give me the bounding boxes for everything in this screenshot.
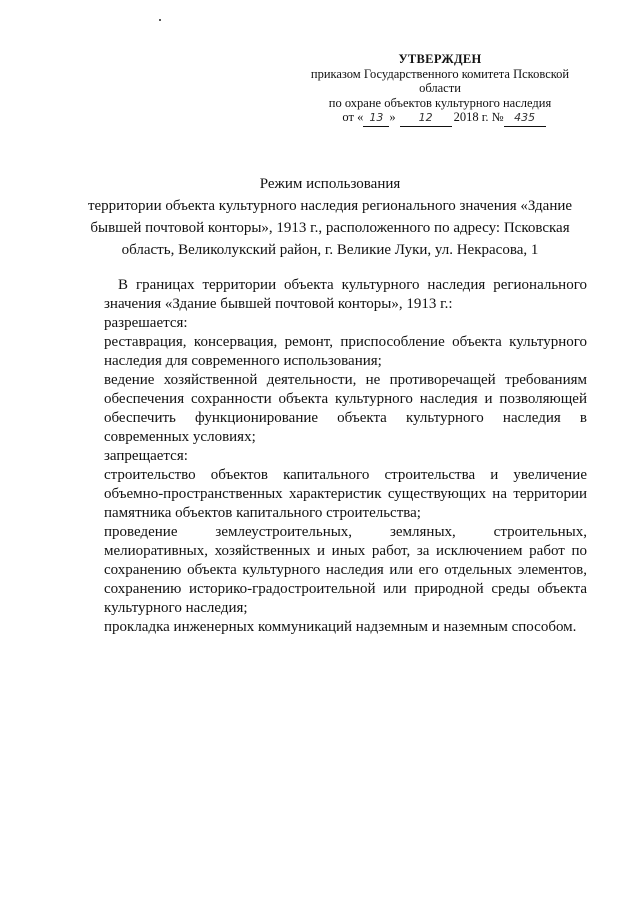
approval-stamp bbox=[290, 52, 590, 127]
approval-line-2: по охране объектов культурного наследия bbox=[328, 95, 552, 110]
title-line-3: бывшей почтовой конторы», 1913 г., расположенного по адресу: Псковская bbox=[90, 220, 570, 236]
title-line-2: территории объекта культурного наследия регионального значения «Здание bbox=[87, 198, 573, 214]
approval-day: 13 bbox=[363, 111, 389, 127]
forbidden-item: прокладка инженерных коммуникаций надземным и наземным способом. bbox=[104, 619, 577, 635]
allowed-heading: разрешается: bbox=[104, 315, 188, 331]
approval-number: 435 bbox=[504, 111, 546, 127]
forbidden-heading: запрещается: bbox=[104, 448, 188, 464]
title-line-4: область, Великолукский район, г. Великие Луки, ул. Некрасова, 1 bbox=[121, 242, 539, 258]
document-title bbox=[60, 173, 600, 261]
date-prefix: от « bbox=[342, 110, 364, 124]
allowed-item: ведение хозяйственной деятельности, не противоречащей требованиям обеспечения сохранности объекта культурного наследия и позволяющей обеспечить функционирование объекта культурного наследия в современных условиях; bbox=[104, 372, 587, 445]
approval-month: 12 bbox=[400, 111, 452, 127]
approval-header: УТВЕРЖДЕН bbox=[398, 52, 482, 66]
date-mid: » bbox=[389, 110, 396, 124]
date-year-text: 2018 г. № bbox=[453, 110, 504, 124]
intro-paragraph: В границах территории объекта культурного наследия регионального значения «Здание бывшей почтовой конторы», 1913 г.: bbox=[104, 277, 587, 312]
forbidden-item: проведение землеустроительных, земляных, строительных, мелиоративных, хозяйственных и иных работ, за исключением работ по сохранению объекта культурного наследия или его отдельных элементов, сохранению историко-градостроительной или природной среды объекта культурного наследия; bbox=[104, 524, 587, 616]
approval-date-line bbox=[298, 110, 590, 127]
scan-speck bbox=[159, 19, 161, 21]
forbidden-item: строительство объектов капитального строительства и увеличение объемно-пространственных характеристик существующих на территории памятника объектов капитального строительства; bbox=[104, 467, 587, 521]
title-line-1: Режим использования bbox=[259, 176, 401, 192]
allowed-item: реставрация, консервация, ремонт, приспособление объекта культурного наследия для современного использования; bbox=[104, 334, 587, 369]
document-body bbox=[104, 276, 587, 637]
approval-line-1: приказом Государственного комитета Псковской области bbox=[310, 66, 570, 95]
